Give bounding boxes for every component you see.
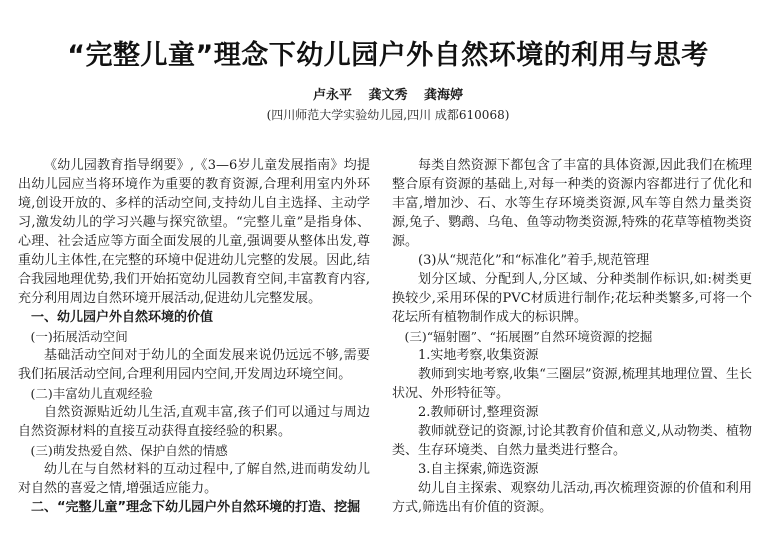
right-column [392, 156, 752, 517]
subsection-heading: (一)拓展活动空间 [30, 329, 128, 344]
body-paragraph: 基础活动空间对于幼儿的全面发展来说仍远远不够,需要我们拓展活动空间,合理利用园内空间,开发周边环境空间。 [18, 348, 370, 382]
subsection-heading: (二)丰富幼儿直观经验 [30, 386, 153, 401]
item-heading: 1.实地考察,收集资源 [418, 348, 539, 363]
item-heading: 2.教师研讨,整理资源 [418, 405, 539, 420]
article-authors: 卢永平 龚文秀 龚海婷 [312, 88, 464, 103]
body-paragraph: 每类自然资源下都包含了丰富的具体资源,因此我们在梳理整合原有资源的基础上,对每一种类的资源内容都进行了优化和丰富,增加沙、石、水等生存环境类资源,风车等自然力量类资源,兔子、鹦鹉、乌龟、鱼等动物类资源,特殊的花草等植物类资源。 [392, 158, 752, 249]
author-affiliation: (四川师范大学实验幼儿园,四川 成都610068) [266, 108, 510, 122]
left-column [18, 156, 370, 517]
body-paragraph: 教师到实地考察,收集“三圈层”资源,梳理其地理位置、生长状况、外形特征等。 [392, 367, 752, 401]
body-paragraph: 教师就登记的资源,讨论其教育价值和意义,从动物类、植物类、生存环境类、自然力量类进行整合。 [392, 424, 752, 458]
body-paragraph: 幼儿在与自然材料的互动过程中,了解自然,进而萌发幼儿对自然的喜爱之情,增强适应能力。 [18, 462, 370, 496]
subsection-heading: (三)“辐射圈”、“拓展圈”自然环境资源的挖掘 [404, 329, 653, 344]
subsection-heading: (三)萌发热爱自然、保护自然的情感 [30, 443, 228, 458]
body-paragraph: 幼儿自主探索、观察幼儿活动,再次梳理资源的价值和利用方式,筛选出有价值的资源。 [392, 481, 752, 515]
section-heading-1: 一、幼儿园户外自然环境的价值 [31, 310, 214, 325]
intro-paragraph: 《幼儿园教育指导纲要》,《3—6岁儿童发展指南》均提出幼儿园应当将环境作为重要的教育资源,合理利用室内外环境,创设开放的、多样的活动空间,支持幼儿自主选择、主动学习,激发幼儿的学习兴趣与探究欲望。“完整儿童”是指身体、心理、社会适应等方面全面发展的儿童,强调要从整体出发,尊重幼儿主体性,在完整的环境中促进幼儿完整的发展。因此,结合我园地理优势,我们开始拓宽幼儿园教育空间,丰富教育内容,充分利用周边自然环境开展活动,促进幼儿完整发展。 [18, 158, 370, 306]
item-heading: (3)从“规范化”和“标准化”着手,规范管理 [418, 253, 650, 268]
body-paragraph: 自然资源贴近幼儿生活,直观丰富,孩子们可以通过与周边自然资源材料的直接互动获得直接经验的积累。 [18, 405, 370, 439]
item-heading: 3.自主探索,筛选资源 [418, 462, 539, 477]
article-title: “完整儿童”理念下幼儿园户外自然环境的利用与思考 [67, 40, 709, 71]
section-heading-2: 二、“完整儿童”理念下幼儿园户外自然环境的打造、挖掘 [31, 500, 361, 515]
body-paragraph: 划分区域、分配到人,分区域、分种类制作标识,如:树类更换较少,采用环保的PVC材质进行制作;花坛种类繁多,可将一个花坛所有植物制作成大的标识牌。 [392, 272, 752, 325]
